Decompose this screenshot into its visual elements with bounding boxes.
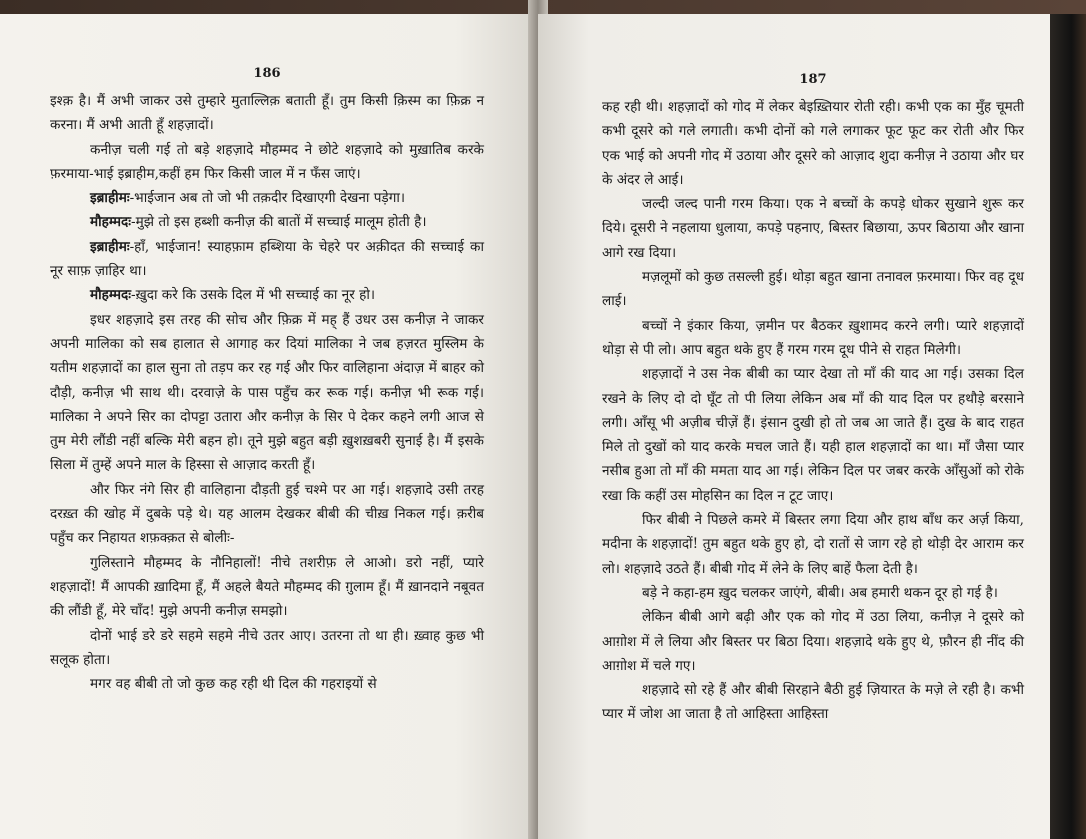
left-page-text bbox=[50, 89, 484, 696]
speaker-name: इब्राहीमः bbox=[90, 190, 130, 207]
page-number: 186 bbox=[253, 66, 281, 81]
paragraph: और फिर नंगे सिर ही वालिहाना दौड़ती हुई चश्मे पर आ गई। शहज़ादे उसी तरह दरख़्त की खोह में दुबके पड़े थे। यह आलम देखकर बीबी की चीख़ निकल गई। क़रीब पहुँच कर निहायत शफ़क्क़त से बोलीः- bbox=[50, 481, 484, 547]
paragraph: कनीज़ चली गई तो बड़े शहज़ादे मौहम्मद ने छोटे शहज़ादे को मुख़ातिब करके फ़रमाया-भाई इब्राहीम,कहीं हम फिर किसी जाल में न फँस जाएं। bbox=[50, 141, 484, 182]
dialogue-paragraph: मौहम्मदः-ख़ुदा करे कि उसके दिल में भी सच्चाई का नूर हो। bbox=[90, 287, 375, 304]
paragraph: शहज़ादे सो रहे हैं और बीबी सिरहाने बैठी हुई ज़ियारत के मज़े ले रही है। कभी प्यार में जोश आ जाता है तो आहिस्ता आहिस्ता bbox=[602, 682, 1024, 723]
paragraph: शहज़ादों ने उस नेक बीबी का प्यार देखा तो माँ की याद आ गई। उसका दिल रखने के लिए दो दो घूँट तो पी लिया लेकिन अब माँ की याद दिल पर हथौड़े बरसाने लगी। आँसू भी अज़ीब चीज़ें हैं। इंसान दुखी हो तो जब आ जाते हैं। दुख के बाद राहत मिले तो दुखों को याद करके मचल जाते हैं। यही हाल शहज़ादों का था। माँ जैसा प्यार नसीब हुआ तो माँ की ममता याद आ गई। लेकिन दिल पर जबर करके आँसुओं को रोके रखा कि कहीं उस मोहसिन का दिल न टूट जाए। bbox=[602, 366, 1024, 504]
dialogue-paragraph: इब्राहीमः-भाईजान अब तो जो भी तक़दीर दिखाएगी देखना पड़ेगा। bbox=[90, 190, 406, 207]
left-page bbox=[0, 14, 536, 839]
paragraph: बच्चों ने इंकार किया, ज़मीन पर बैठकर ख़ुशामद करने लगी। प्यारे शहज़ादों थोड़ा से पी लो। आप बहुत थके हुए हैं गरम गरम दूध पीने से राहत मिलेगी। bbox=[602, 317, 1024, 358]
book-cover-edge bbox=[1050, 14, 1086, 839]
right-page-text bbox=[602, 95, 1024, 727]
paragraph: दोनों भाई डरे डरे सहमे सहमे नीचे उतर आए। उतरना तो था ही। ख़्वाह कुछ भी सलूक होता। bbox=[50, 627, 484, 668]
paragraph: कह रही थी। शहज़ादों को गोद में लेकर बेइख़्तियार रोती रही। कभी एक का मुँह चूमती कभी दूसरे को गले लगाती। कभी दोनों को गले लगाकर फूट फूट कर रोती और फिर एक भाई को अपनी गोद में उठाया और दूसरे को आज़ाद शुदा कनीज़ ने उठाया और घर के अंदर ले आई। bbox=[602, 99, 1024, 188]
paragraph: लेकिन बीबी आगे बढ़ी और एक को गोद में उठा लिया, कनीज़ ने दूसरे को आग़ोश में ले लिया और बिस्तर पर बिठा दिया। शहज़ादे थके हुए थे, फ़ौरन ही नींद की आग़ोश में चले गए। bbox=[602, 609, 1024, 674]
paragraph: बड़े ने कहा-हम ख़ुद चलकर जाएंगे, बीबी। अब हमारी थकन दूर हो गई है। bbox=[642, 584, 998, 601]
paragraph: जल्दी जल्द पानी गरम किया। एक ने बच्चों के कपड़े धोकर सुखाने शुरू कर दिये। दूसरी ने नहलाया धुलाया, कपड़े पहनाए, बिस्तर बिछाया, ऊपर बिठाया और खाना आगे रख दिया। bbox=[602, 196, 1024, 261]
speaker-name: इब्राहीमः bbox=[90, 238, 130, 255]
paragraph: फिर बीबी ने पिछले कमरे में बिस्तर लगा दिया और हाथ बाँध कर अर्ज़ किया, मदीना के शहज़ादों! तुम बहुत थके हुए हो, दो रातों से जाग रहे हो थोड़ी देर आराम कर लो। शहज़ादे उठते हैं। बीबी गोद में लेने के लिए बाहें फैला देती है। bbox=[602, 512, 1024, 577]
speaker-name: मौहम्मदः bbox=[90, 287, 132, 304]
page-number: 187 bbox=[799, 72, 827, 87]
speaker-name: मौहम्मदः bbox=[90, 214, 132, 231]
dialogue-paragraph: मौहम्मदः-मुझे तो इस हब्शी कनीज़ की बातों में सच्चाई मालूम होती है। bbox=[90, 214, 427, 231]
dialogue-paragraph: इब्राहीमः-हाँ, भाईजान! स्याहफ़ाम हब्शिया के चेहरे पर अक़ीदत की सच्चाई का नूर साफ़ ज़ाहिर था। bbox=[50, 238, 484, 280]
paragraph: इश्क़ है। मैं अभी जाकर उसे तुम्हारे मुताल्लिक़ बताती हूँ। तुम किसी क़िस्म का फ़िक्र न करना। मैं अभी आती हूँ शहज़ादों। bbox=[50, 93, 484, 134]
paragraph: मगर वह बीबी तो जो कुछ कह रही थी दिल की गहराइयों से bbox=[90, 676, 377, 693]
paragraph: गुलिस्ताने मौहम्मद के नौनिहालों! नीचे तशरीफ़ ले आओ। डरो नहीं, प्यारे शहज़ादों! मैं आपकी ख़ादिमा हूँ, मैं अहले बैयते मौहम्मद की ग़ुलाम हूँ। मैं ख़ानदाने नबूवत की लौंडी हूँ, मेरे चाँद! मुझे अपनी कनीज़ समझो। bbox=[50, 554, 484, 620]
paragraph: इधर शहज़ादे इस तरह की सोच और फ़िक्र में मह् हैं उधर उस कनीज़ ने जाकर अपनी मालिका को सब हालात से आगाह कर दियां मालिका ने जब हज़रत मुस्लिम के यतीम शहज़ादों का हाल सुना तो तड़प कर रह गई और फिर वालिहाना अंदाज़ में बाहर को दौड़ी, कनीज़ भी साथ थी। दरवाज़े के पास पहुँच कर रूक गई। कनीज़ भी रूक गई। मालिका ने अपने सिर का दोपट्टा उतारा और कनीज़ के सिर पे देकर कहने लगी आज से तुम मेरी लौंडी नहीं बल्कि मेरी बहन हो। तूने मुझे बहुत बड़ी ख़ुशख़बरी सुनाई है। मैं इसके सिला में तुम्हें अपने माल के हिस्सा से आज़ाद करती हूँ। bbox=[50, 311, 484, 474]
right-page bbox=[538, 14, 1050, 839]
paragraph: मज़लूमों को कुछ तसल्ली हुई। थोड़ा बहुत खाना तनावल फ़रमाया। फिर वह दूध लाई। bbox=[602, 269, 1024, 310]
